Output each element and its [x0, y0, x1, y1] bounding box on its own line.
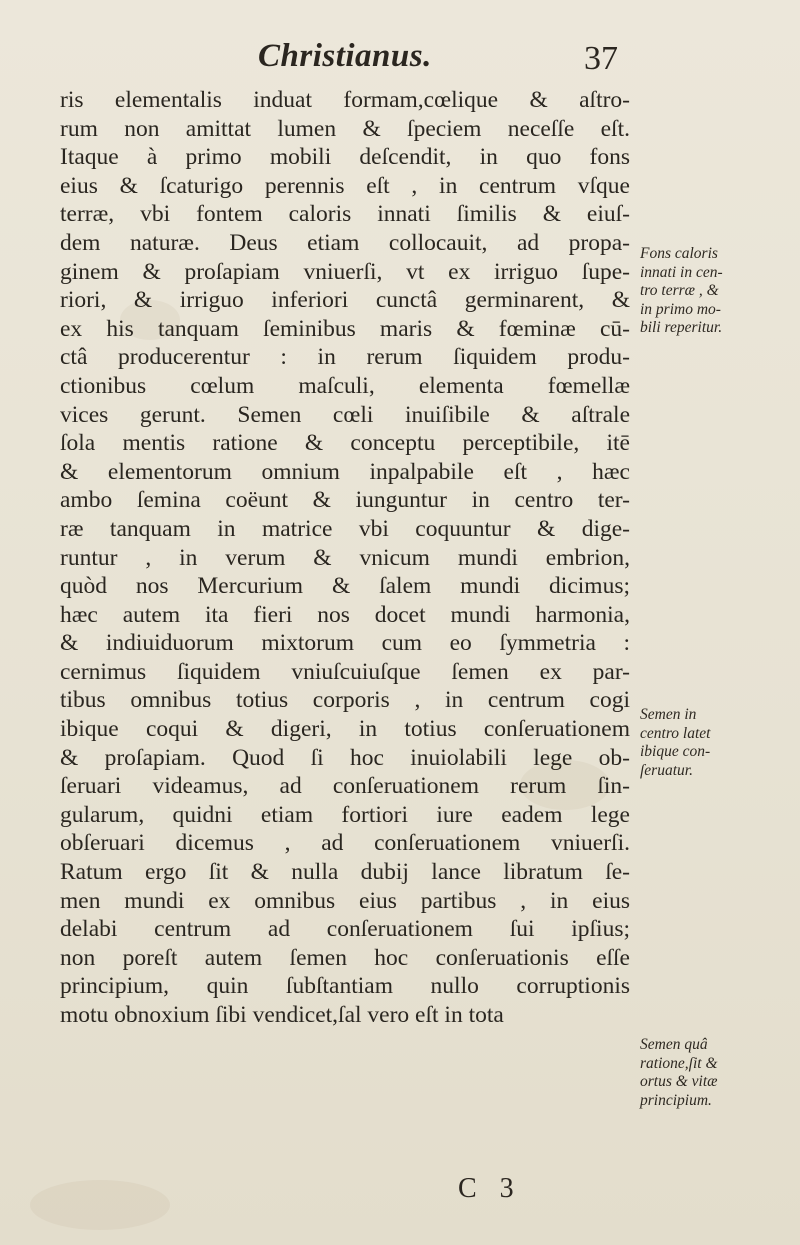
text-line: quòd nos Mercurium & ſalem mundi dicimus;	[60, 573, 630, 600]
text-line: ex his tanquam ſeminibus maris & fœminæ cū-	[60, 315, 630, 342]
text-line: ſola mentis ratione & conceptu perceptibile, itē	[60, 430, 630, 457]
marginal-line: ſeruatur.	[640, 761, 693, 779]
text-line: runtur , in verum & vnicum mundi embrion,	[60, 544, 630, 571]
text-line: cernimus ſiquidem vniuſcuiuſque ſemen ex par-	[60, 658, 630, 685]
text-line: men mundi ex omnibus eius partibus , in eius	[60, 887, 630, 914]
signature-mark: C 3	[458, 1173, 522, 1204]
marginal-line: principium.	[640, 1091, 712, 1109]
text-line: Itaque à primo mobili deſcendit, in quo fons	[60, 144, 630, 171]
paper-stain	[30, 1180, 170, 1230]
marginal-line: centro latet	[640, 724, 711, 742]
marginal-line: Semen in	[640, 706, 697, 723]
text-line: ræ tanquam in matrice vbi coquuntur & dige-	[60, 515, 630, 542]
marginal-line: ortus & vitæ	[640, 1073, 718, 1090]
running-title: Christianus.	[258, 38, 432, 74]
body-text	[60, 86, 630, 1030]
marginal-note-fons-caloris	[640, 245, 790, 338]
text-line: principium, quin ſubſtantiam nullo corruptionis	[60, 973, 630, 1000]
text-line: non poreſt autem ſemen hoc conſeruationis eſſe	[60, 944, 630, 971]
text-line: hæc autem ita fieri nos docet mundi harmonia,	[60, 601, 630, 628]
marginal-note-semen-in-centro	[640, 706, 790, 780]
text-line: gularum, quidni etiam fortiori iure eadem lege	[60, 801, 630, 828]
text-line: dem naturæ. Deus etiam collocauit, ad propa-	[60, 229, 630, 256]
text-line: eius & ſcaturigo perennis eſt , in centrum vſque	[60, 172, 630, 199]
marginal-line: innati in cen-	[640, 263, 723, 281]
text-line: rum non amittat lumen & ſpeciem neceſſe eſt.	[60, 115, 630, 142]
page-number: 37	[584, 40, 618, 77]
text-line: ctâ producerentur : in rerum ſiquidem produ-	[60, 344, 630, 371]
text-line: ſeruari videamus, ad conſeruationem rerum ſin-	[60, 773, 630, 800]
text-line: Ratum ergo ſit & nulla dubij lance libratum ſe-	[60, 859, 630, 886]
text-line: tibus omnibus totius corporis , in centrum cogi	[60, 687, 630, 714]
text-line: & elementorum omnium inpalpabile eſt , hæc	[60, 458, 630, 485]
marginal-line: ibique con-	[640, 743, 711, 760]
text-line: motu obnoxium ſibi vendicet,ſal vero eſt in tota	[60, 1002, 504, 1028]
running-head	[0, 38, 800, 86]
text-line: delabi centrum ad conſeruationem ſui ipſius;	[60, 916, 630, 943]
marginal-line: ratione,ſit &	[640, 1054, 718, 1072]
marginal-line: bili reperitur.	[640, 319, 723, 336]
text-line: ginem & proſapiam vniuerſi, vt ex irriguo ſupe-	[60, 258, 630, 285]
text-line: ambo ſemina coëunt & iunguntur in centro ter-	[60, 487, 630, 514]
text-line: vices gerunt. Semen cœli inuiſibile & aſtrale	[60, 401, 630, 428]
text-line: & indiuiduorum mixtorum cum eo ſymmetria :	[60, 630, 630, 657]
text-line: ibique coqui & digeri, in totius conſeruationem	[60, 716, 630, 743]
text-line: terræ, vbi fontem caloris innati ſimilis & eiuſ-	[60, 201, 630, 228]
marginal-line: tro terræ , &	[640, 282, 719, 299]
marginal-note-semen-qua-ratione	[640, 1036, 790, 1110]
marginal-line: Fons caloris	[640, 245, 718, 262]
text-line: & proſapiam. Quod ſi hoc inuiolabili lege ob-	[60, 744, 630, 771]
marginal-line: in primo mo-	[640, 300, 721, 318]
marginal-line: Semen quâ	[640, 1036, 708, 1053]
text-line: obſeruari dicemus , ad conſeruationem vniuerſi.	[60, 830, 630, 857]
text-line: ris elementalis induat formam,cœlique & aſtro-	[60, 87, 630, 113]
text-line: ctionibus cœlum maſculi, elementa fœmellæ	[60, 372, 630, 399]
text-line: riori, & irriguo inferiori cunctâ germinarent, &	[60, 287, 630, 314]
